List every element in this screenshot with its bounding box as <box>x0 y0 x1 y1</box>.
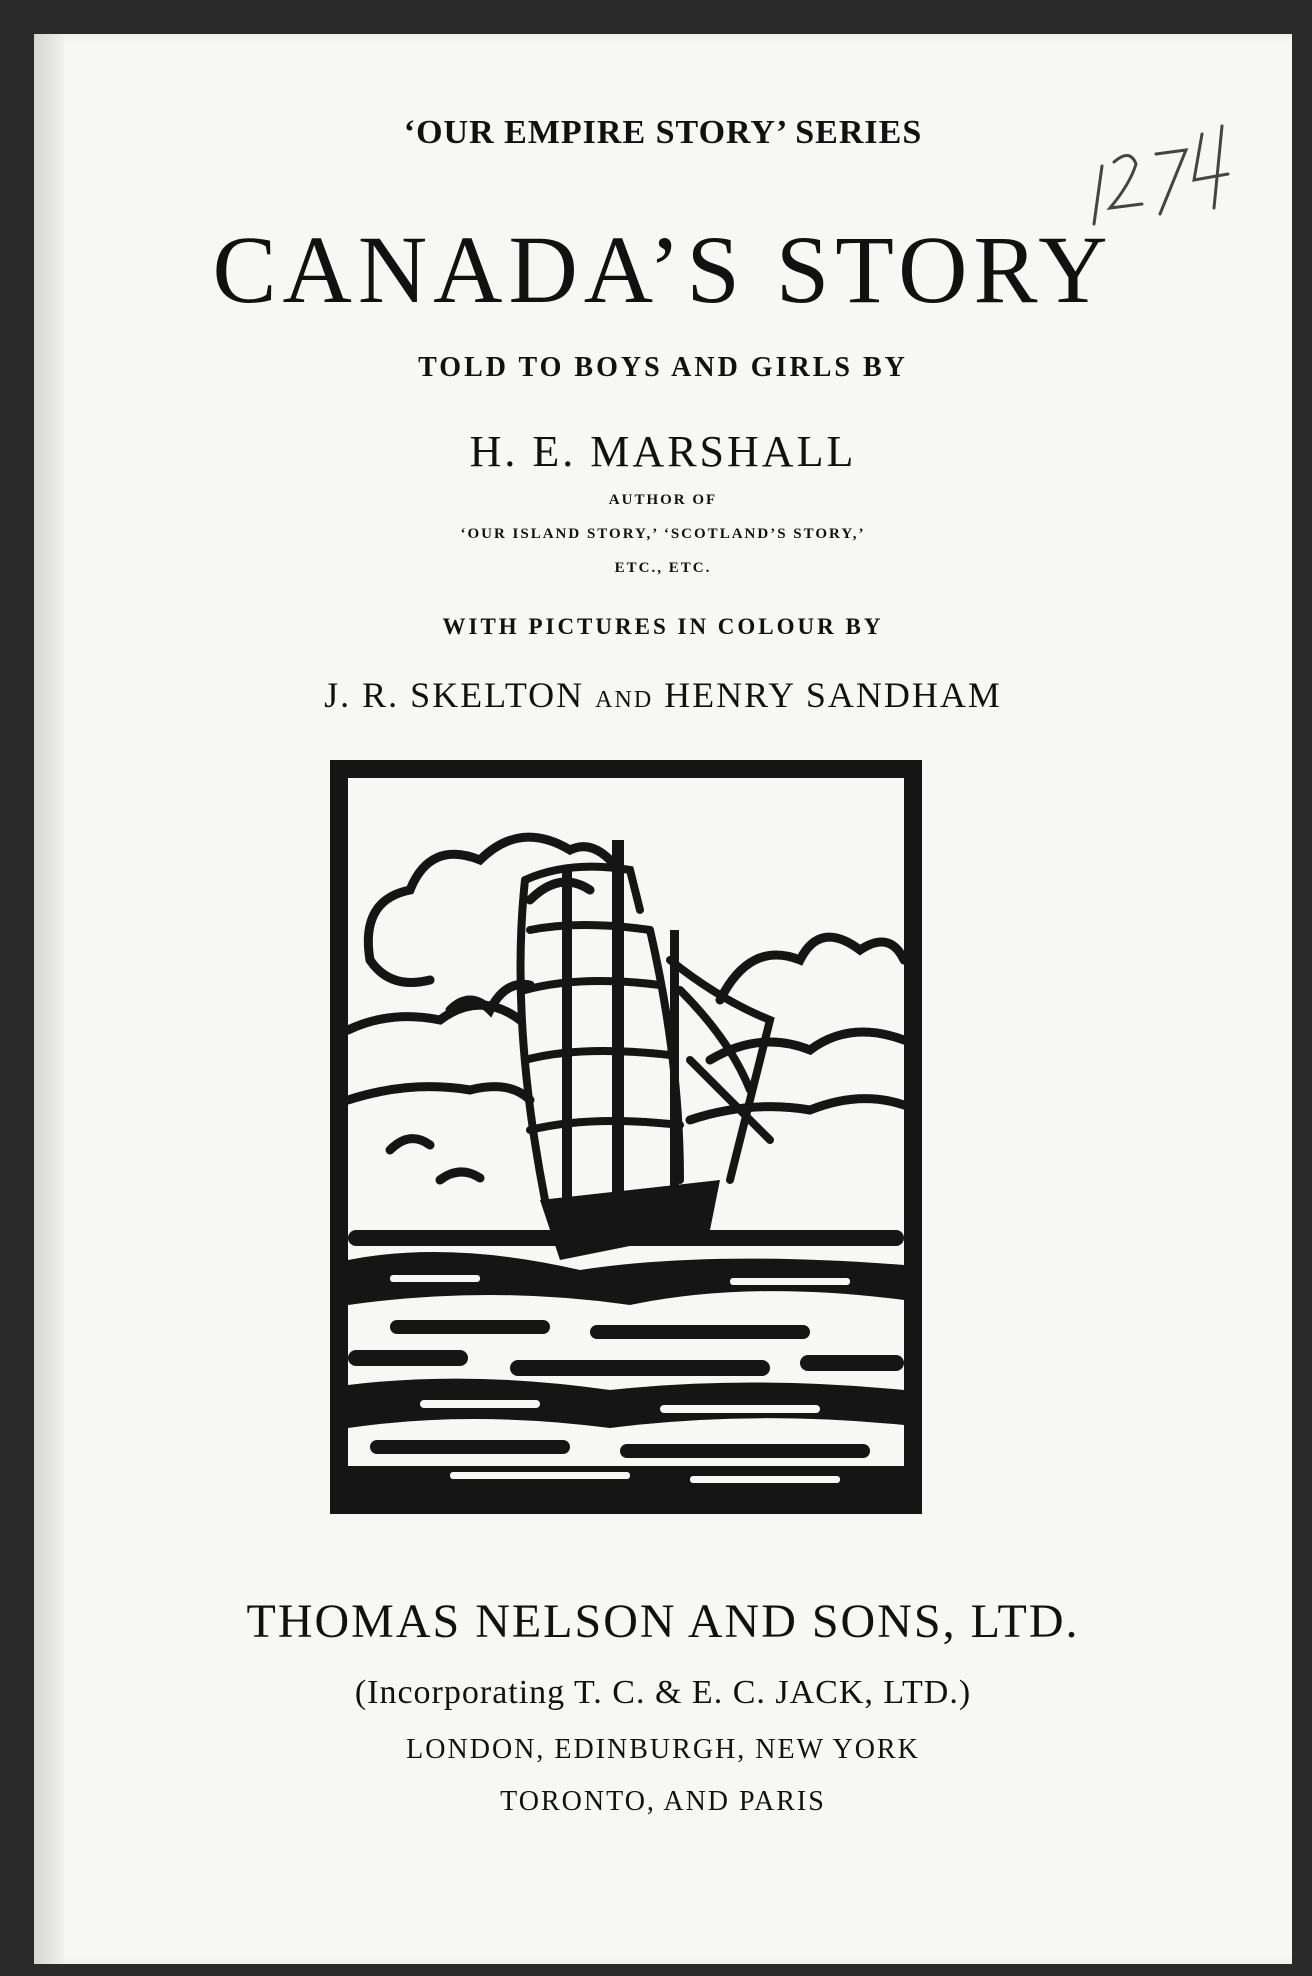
publisher-cities-2: TORONTO, AND PARIS <box>500 1786 826 1817</box>
pictures-by-line: WITH PICTURES IN COLOUR BY <box>442 614 884 639</box>
illustrator-2: HENRY SANDHAM <box>664 675 1002 715</box>
ship-woodcut-illustration <box>330 760 922 1514</box>
told-by-line: TOLD TO BOYS AND GIRLS BY <box>418 352 908 383</box>
title-page <box>34 34 1292 1964</box>
etc-line: ETC., ETC. <box>614 560 712 576</box>
illustrator-1: J. R. SKELTON <box>324 675 585 715</box>
publisher-cities-1: LONDON, EDINBURGH, NEW YORK <box>406 1734 920 1765</box>
illustrators <box>34 674 1292 716</box>
series-name: ‘OUR EMPIRE STORY’ SERIES <box>403 114 923 151</box>
incorporating-line: (Incorporating T. C. & E. C. JACK, LTD.) <box>354 1674 972 1711</box>
book-title: CANADA’S STORY <box>212 216 1114 323</box>
illustrator-conjunction: AND <box>595 687 654 713</box>
author-of-label: AUTHOR OF <box>608 492 718 508</box>
other-works: ‘OUR ISLAND STORY,’ ‘SCOTLAND’S STORY,’ <box>460 526 866 542</box>
handwritten-note <box>1064 104 1244 244</box>
author-name: H. E. MARSHALL <box>469 427 857 476</box>
publisher-name: THOMAS NELSON AND SONS, LTD. <box>246 1595 1080 1648</box>
